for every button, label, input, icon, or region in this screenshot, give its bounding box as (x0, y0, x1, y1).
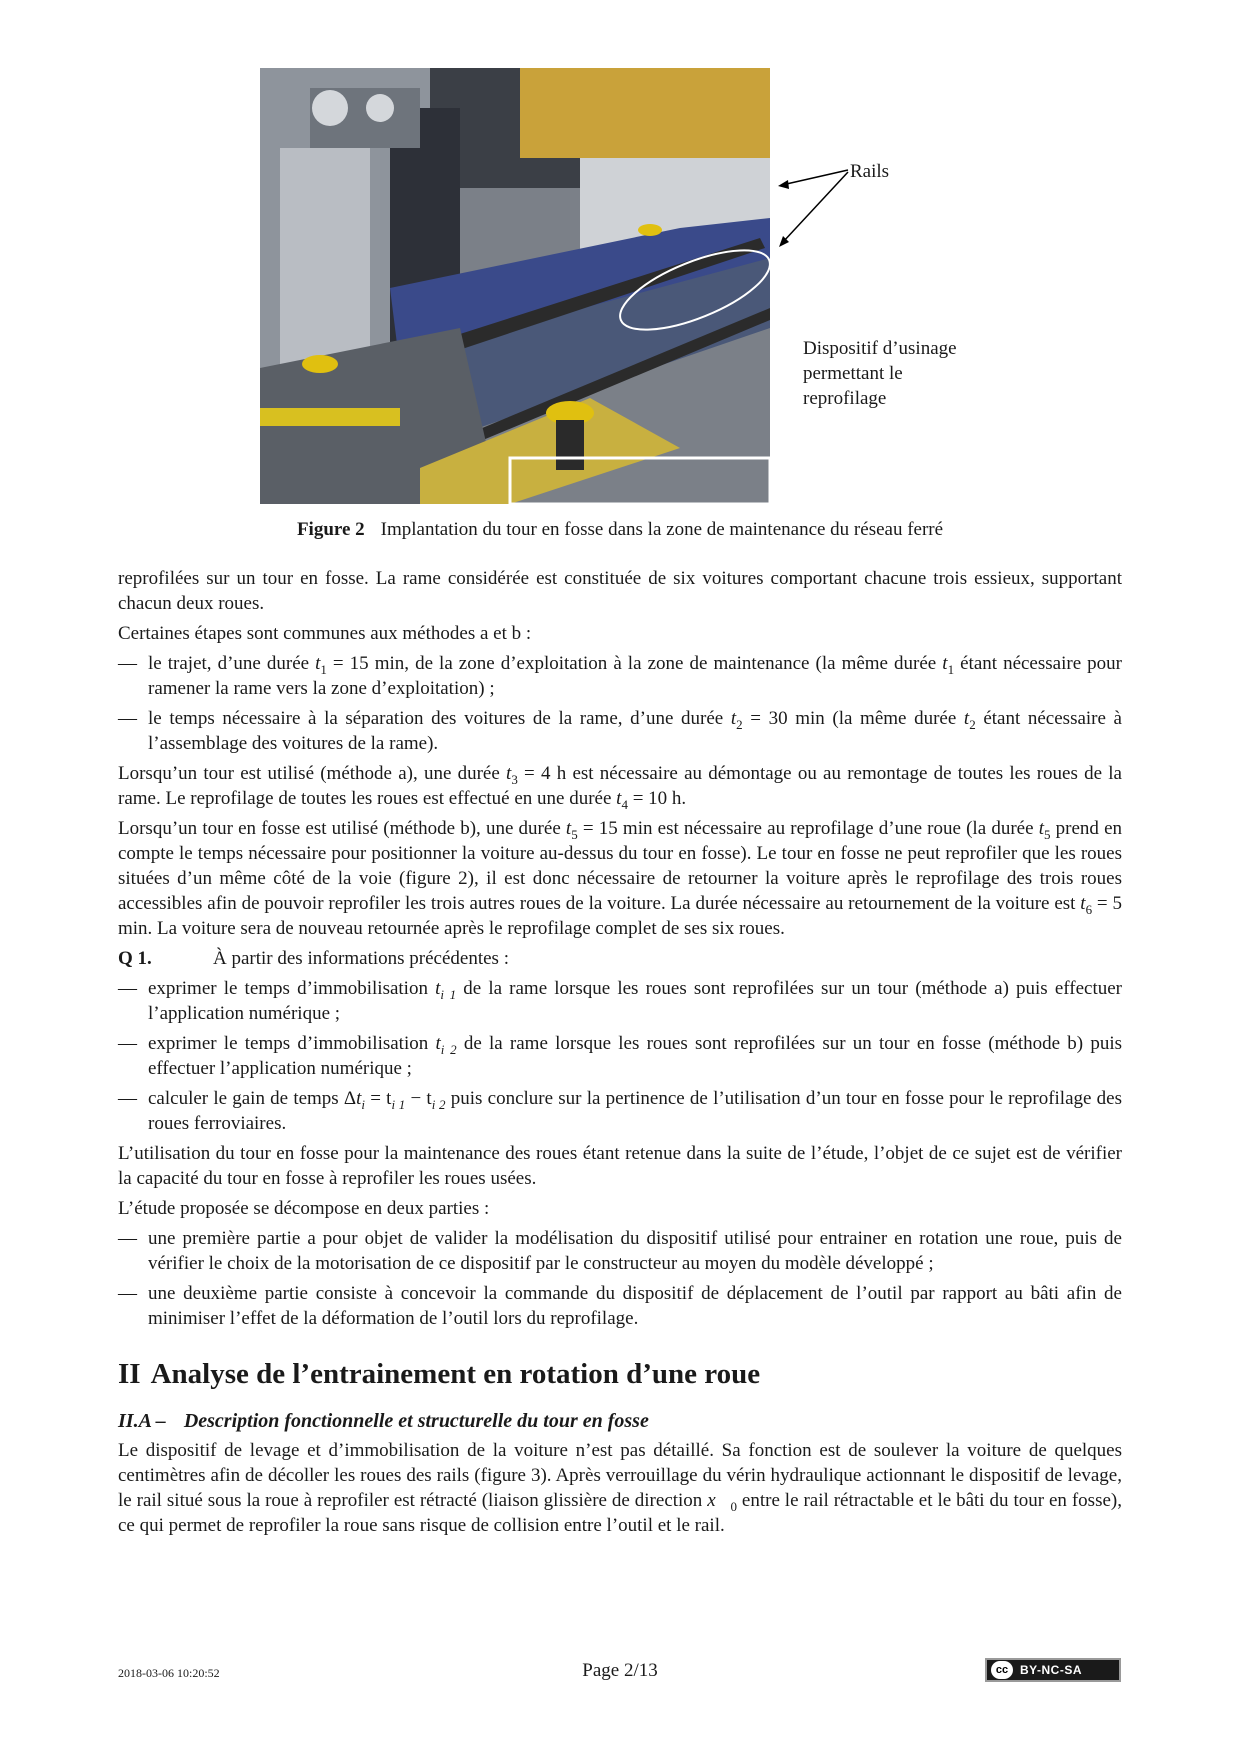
figure-caption (0, 519, 1240, 541)
paragraph: Le dispositif de levage et d’immobilisation de la voiture n’est pas détaillé. Sa fonction est de soulever la voiture de quelques centimètres afin de décoller les roues des rails (figure 3). Après verrouillage du vérin hydraulique actionnant le dispositif de levage, le rail situé sous la roue à reprofiler est rétracté (liaison glissière de direction $x⃗_0$ entre le rail rétractable et le bâti du tour en fosse), ce qui permet de reprofiler la roue sans risque de collision entre l’outil et le rail. (118, 1440, 1122, 1536)
footer-timestamp: 2018-03-06 10:20:52 (118, 1666, 220, 1680)
license-text: BY-NC-SA (1020, 1663, 1083, 1677)
page-number: Page 2/13 (582, 1660, 658, 1681)
list-item: — une première partie a pour objet de valider la modélisation du dispositif utilisé pour entrainer en rotation une roue, puis de vérifier le choix de la motorisation de ce dispositif par le constructeur au moyen du modèle développé ; (118, 1226, 1122, 1276)
paragraph: L’utilisation du tour en fosse pour la maintenance des roues étant retenue dans la suite de l’étude, l’objet de ce sujet est de vérifier la capacité du tour en fosse à reprofiler les roues usées. (118, 1143, 1122, 1189)
list-item: — le temps nécessaire à la séparation des voitures de la rame, d’une durée $t_2 = 30$ min (la même durée $t_2$ étant nécessaire à l’assemblage des voitures de la rame). (118, 706, 1122, 756)
annotation-device-line: Dispositif d’usinage (803, 338, 957, 359)
list-item: — le trajet, d’une durée $t_1 = 15$ min, de la zone d’exploitation à la zone de maintenance (la même durée $t_1$ étant nécessaire pour ramener la rame vers la zone d’exploitation) ; (118, 651, 1122, 701)
subsection-heading: II.A – Description fonctionnelle et structurelle du tour en fosse (118, 1410, 649, 1432)
figure-caption-text: Implantation du tour en fosse dans la zone de maintenance du réseau ferré (380, 519, 944, 540)
paragraph: Lorsqu’un tour en fosse est utilisé (méthode b), une durée $t_5 = 15$ min est nécessaire au reprofilage d’une roue (la durée $t_5$ prend en compte le temps nécessaire pour positionner la voiture au-dessus du tour en fosse). Le tour en fosse ne peut reprofiler que les roues situées d’un même côté de la voie (figure 2), il est donc nécessaire de retourner la voiture après le reprofilage des trois roues accessibles afin de pouvoir reprofiler les trois autres roues de la voiture. La durée nécessaire au retournement de la voiture est $t_6 = 5$ min. La voiture sera de nouveau retournée après le reprofilage complet de ses six roues. (118, 818, 1122, 939)
annotation-device-line: permettant le (803, 363, 903, 384)
list-item: — une deuxième partie consiste à concevoir la commande du dispositif de déplacement de l’outil par rapport au bâti afin de minimiser l’effet de la déformation de l’outil lors du reprofilage. (118, 1281, 1122, 1331)
list-item: — exprimer le temps d’immobilisation $t_{i 1}$ de la rame lorsque les roues sont reprofilées sur un tour (méthode a) puis effectuer l’application numérique ; (118, 976, 1122, 1026)
list-item: — exprimer le temps d’immobilisation $t_{i 2}$ de la rame lorsque les roues sont reprofilées sur un tour en fosse (méthode b) puis effectuer l’application numérique ; (118, 1031, 1122, 1081)
annotation-device (803, 336, 957, 411)
annotation-device-line: reprofilage (803, 388, 887, 409)
question-text: À partir des informations précédentes : (213, 948, 509, 969)
paragraph: reprofilées sur un tour en fosse. La rame considérée est constituée de six voitures comportant chacune trois essieux, supportant chacun deux roues. (118, 568, 1122, 614)
question-1-list (118, 976, 1122, 1136)
figure-caption-label: Figure 2 (296, 519, 365, 540)
cc-icon: cc (991, 1661, 1013, 1679)
body-text (118, 566, 1122, 1543)
paragraph: L’étude proposée se décompose en deux parties : (118, 1198, 490, 1219)
list-item: — calculer le gain de temps $\Delta t_i = t_{i 1} - t_{i 2}$ puis conclure sur la pertinence de l’utilisation d’un tour en fosse pour le reprofilage des roues ferroviaires. (118, 1086, 1122, 1136)
study-parts-list (118, 1226, 1122, 1331)
question-label: Q 1. (118, 948, 152, 969)
annotation-rails: Rails (850, 161, 890, 182)
license-badge (985, 1658, 1121, 1682)
paragraph: Certaines étapes sont communes aux méthodes a et b : (118, 623, 532, 644)
section-heading: II Analyse de l’entrainement en rotation d’une roue (118, 1358, 761, 1390)
paragraph: Lorsqu’un tour est utilisé (méthode a), une durée $t_3 = 4$ h est nécessaire au démontage ou au remontage de toutes les roues de la rame. Le reprofilage de toutes les roues est effectué en une durée $t_4 = 10$ h. (118, 763, 1122, 812)
common-steps-list (118, 651, 1122, 756)
question-1 (118, 946, 1122, 971)
figure-photo (260, 68, 770, 504)
photo-illustration (260, 68, 770, 504)
